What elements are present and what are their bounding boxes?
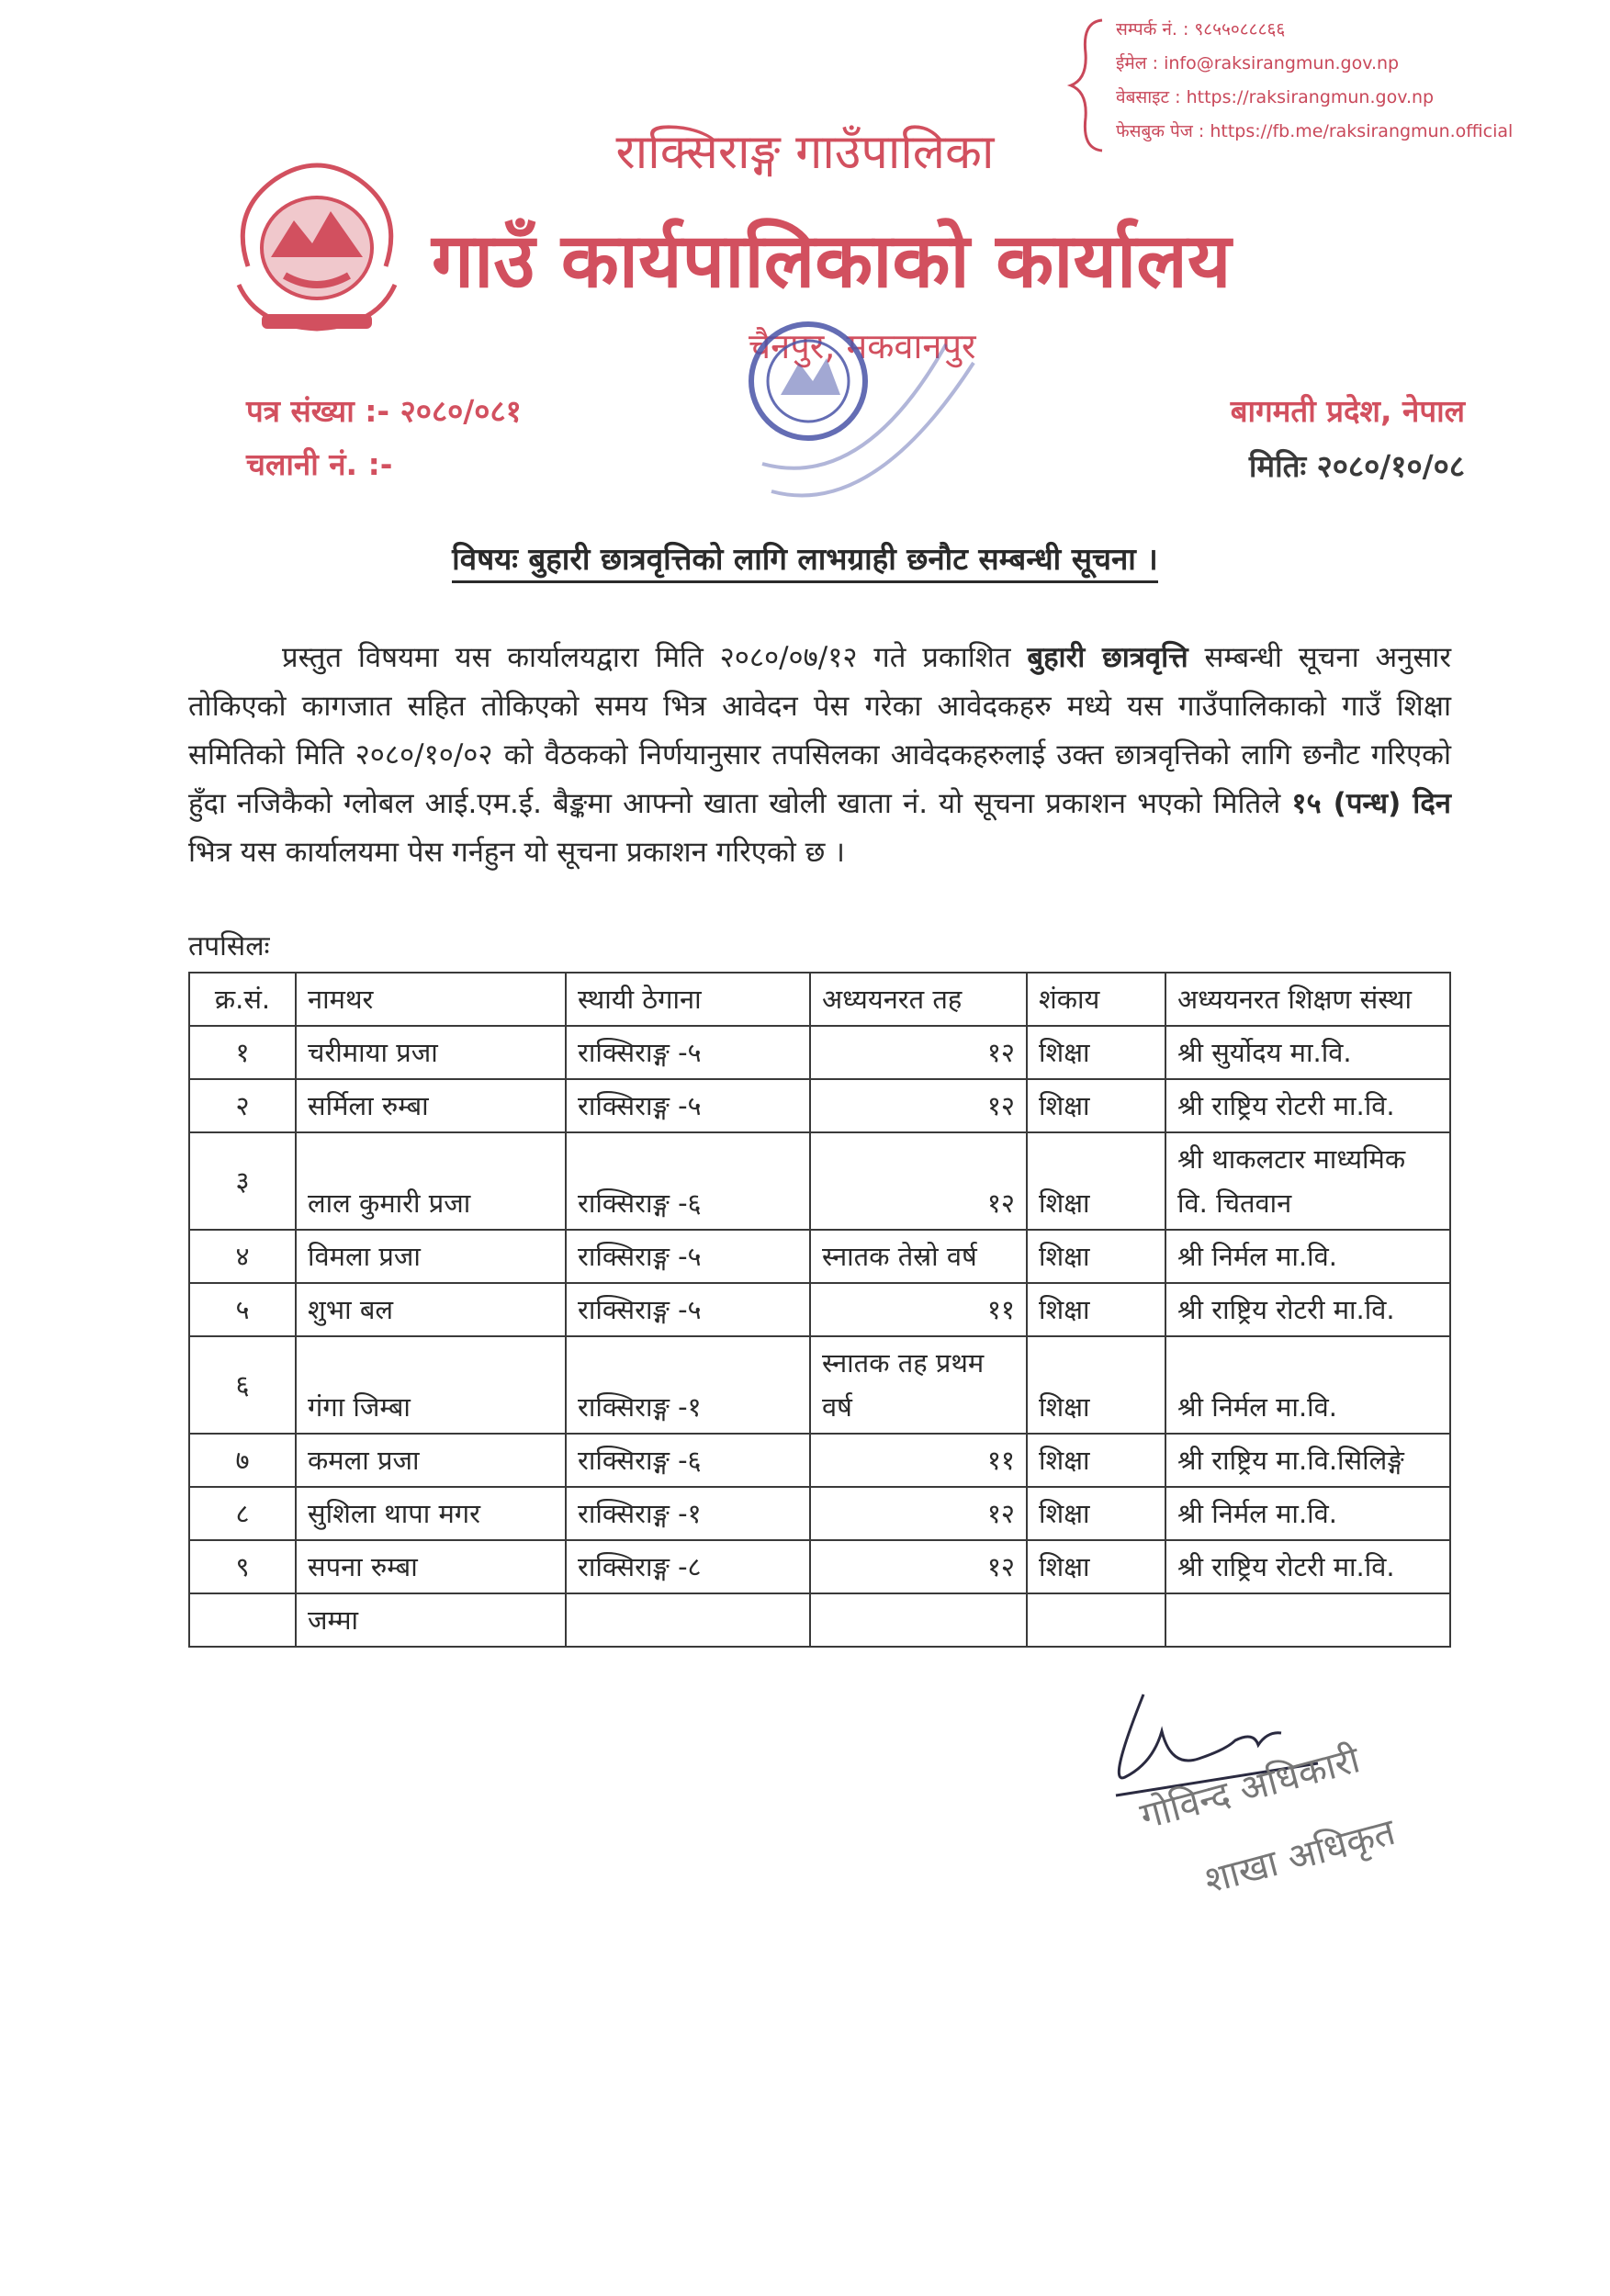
- col-header-sn: क्र.सं.: [189, 973, 296, 1026]
- col-header-faculty: शंकाय: [1027, 973, 1165, 1026]
- total-empty-cell: [189, 1593, 296, 1647]
- cell-level: स्नातक तेस्रो वर्ष: [810, 1230, 1027, 1283]
- email-value[interactable]: info@raksirangmun.gov.np: [1164, 53, 1400, 73]
- cell-level: स्नातक तह प्रथम वर्ष: [810, 1336, 1027, 1434]
- letter-date: मितिः २०८०/१०/०८: [1248, 448, 1465, 484]
- cell-school: श्री राष्ट्रिय रोटरी मा.वि.: [1165, 1283, 1450, 1336]
- subject-text: विषयः बुहारी छात्रवृत्तिको लागि लाभग्राही छनौट सम्बन्धी सूचना ।: [452, 541, 1158, 583]
- body-text-2: सम्बन्धी सूचना अनुसार तोकिएको कागजात सहित तोकिएको समय भित्र आवेदन पेस गरेका आवेदकहरु मध्ये यस गाउँपालिकाको गाउँ शिक्षा समितिको मिति २०८०/१०/०२ को वैठकको निर्णयानुसार तपसिलका आवेदकहरुलाई उक्त छात्रवृत्तिको लागि छनौट गरिएको हुँदा नजिकैको ग्लोबल आई.एम.ई. बैङ्कमा आफ्नो खाता खोली खाता नं. यो सूचना प्रकाशन भएको मितिले: [188, 641, 1452, 820]
- cell-faculty: शिक्षा: [1027, 1540, 1165, 1593]
- table-row: [189, 1079, 1450, 1132]
- cell-name: सर्मिला रुम्बा: [296, 1079, 566, 1132]
- beneficiary-table: [188, 972, 1451, 1648]
- cell-faculty: शिक्षा: [1027, 1079, 1165, 1132]
- facebook-link[interactable]: https://fb.me/raksirangmun.official: [1210, 121, 1514, 141]
- col-header-address: स्थायी ठेगाना: [566, 973, 810, 1026]
- signatory-name: गोविन्द अधिकारी: [1135, 1739, 1365, 1839]
- col-header-level: अध्ययनरत तह: [810, 973, 1027, 1026]
- table-row: [189, 1026, 1450, 1079]
- total-empty-cell: [810, 1593, 1027, 1647]
- cell-name: विमला प्रजा: [296, 1230, 566, 1283]
- cell-address: राक्सिराङ्ग -६: [566, 1434, 810, 1487]
- total-empty-cell: [1165, 1593, 1450, 1647]
- cell-sn: ९: [189, 1540, 296, 1593]
- office-address: चैनपुर, मकवानपुर: [749, 326, 976, 366]
- website-label: वेबसाइट :: [1116, 87, 1181, 107]
- cell-faculty: शिक्षा: [1027, 1026, 1165, 1079]
- cell-school: श्री राष्ट्रिय रोटरी मा.वि.: [1165, 1079, 1450, 1132]
- body-text-3: भित्र यस कार्यालयमा पेस गर्नहुन यो सूचना प्रकाशन गरिएको छ ।: [188, 836, 845, 869]
- cell-faculty: शिक्षा: [1027, 1434, 1165, 1487]
- table-body: [189, 1026, 1450, 1647]
- phone-value: ९८५५०८८८६६: [1194, 19, 1286, 39]
- subject-line: [0, 537, 1610, 579]
- cell-address: राक्सिराङ्ग -५: [566, 1079, 810, 1132]
- cell-name: गंगा जिम्बा: [296, 1336, 566, 1434]
- cell-address: राक्सिराङ्ग -१: [566, 1336, 810, 1434]
- cell-sn: ४: [189, 1230, 296, 1283]
- cell-sn: ३: [189, 1132, 296, 1230]
- email-label: ईमेल :: [1116, 53, 1159, 73]
- cell-level: १२: [810, 1540, 1027, 1593]
- dispatch-number: चलानी नं. :-: [246, 446, 393, 482]
- facebook-label: फेसबुक पेज :: [1116, 121, 1205, 141]
- total-empty-cell: [566, 1593, 810, 1647]
- cell-address: राक्सिराङ्ग -१: [566, 1487, 810, 1540]
- cell-name: लाल कुमारी प्रजा: [296, 1132, 566, 1230]
- total-label: जम्मा: [296, 1593, 566, 1647]
- cell-name: सपना रुम्बा: [296, 1540, 566, 1593]
- cell-school: श्री निर्मल मा.वि.: [1165, 1487, 1450, 1540]
- body-bold-2: १५ (पन्ध) दिन: [1291, 787, 1451, 820]
- cell-sn: १: [189, 1026, 296, 1079]
- table-row: [189, 1434, 1450, 1487]
- table-row: [189, 1132, 1450, 1230]
- col-header-name: नामथर: [296, 973, 566, 1026]
- cell-address: राक्सिराङ्ग -८: [566, 1540, 810, 1593]
- cell-school: श्री थाकलटार माध्यमिक वि. चितवान: [1165, 1132, 1450, 1230]
- cell-level: १२: [810, 1026, 1027, 1079]
- cell-sn: ६: [189, 1336, 296, 1434]
- cell-level: ११: [810, 1283, 1027, 1336]
- table-header-row: [189, 973, 1450, 1026]
- cell-name: शुभा बल: [296, 1283, 566, 1336]
- cell-name: सुशिला थापा मगर: [296, 1487, 566, 1540]
- letter-number: पत्र संख्या :- २०८०/०८१: [246, 393, 522, 429]
- col-header-school: अध्ययनरत शिक्षण संस्था: [1165, 973, 1450, 1026]
- cell-faculty: शिक्षा: [1027, 1230, 1165, 1283]
- table-row: [189, 1487, 1450, 1540]
- table-row: [189, 1230, 1450, 1283]
- office-stamp: [735, 308, 1010, 519]
- cell-faculty: शिक्षा: [1027, 1487, 1165, 1540]
- table-row: [189, 1283, 1450, 1336]
- cell-level: १२: [810, 1132, 1027, 1230]
- body-text-1: प्रस्तुत विषयमा यस कार्यालयद्वारा मिति २०८०/०७/१२ गते प्रकाशित: [282, 641, 1028, 674]
- cell-school: श्री राष्ट्रिय मा.वि.सिलिङ्गे: [1165, 1434, 1450, 1487]
- cell-address: राक्सिराङ्ग -५: [566, 1230, 810, 1283]
- cell-address: राक्सिराङ्ग -६: [566, 1132, 810, 1230]
- phone-label: सम्पर्क नं. :: [1116, 19, 1189, 39]
- total-empty-cell: [1027, 1593, 1165, 1647]
- website-link[interactable]: https://raksirangmun.gov.np: [1186, 87, 1435, 107]
- cell-level: १२: [810, 1487, 1027, 1540]
- table-row: [189, 1336, 1450, 1434]
- office-title: गाउँ कार्यपालिकाको कार्यालय: [432, 218, 1232, 305]
- nepal-emblem-icon: [220, 156, 413, 340]
- notice-body: [188, 634, 1451, 877]
- cell-faculty: शिक्षा: [1027, 1132, 1165, 1230]
- cell-faculty: शिक्षा: [1027, 1283, 1165, 1336]
- cell-sn: ८: [189, 1487, 296, 1540]
- cell-address: राक्सिराङ्ग -५: [566, 1026, 810, 1079]
- cell-address: राक्सिराङ्ग -५: [566, 1283, 810, 1336]
- cell-faculty: शिक्षा: [1027, 1336, 1165, 1434]
- signatory-title: शाखा अधिकृत: [1199, 1810, 1400, 1903]
- cell-school: श्री राष्ट्रिय रोटरी मा.वि.: [1165, 1540, 1450, 1593]
- cell-sn: २: [189, 1079, 296, 1132]
- cell-school: श्री सुर्योदय मा.वि.: [1165, 1026, 1450, 1079]
- cell-sn: ५: [189, 1283, 296, 1336]
- cell-level: १२: [810, 1079, 1027, 1132]
- table-row: [189, 1540, 1450, 1593]
- cell-school: श्री निर्मल मा.वि.: [1165, 1230, 1450, 1283]
- cell-name: कमला प्रजा: [296, 1434, 566, 1487]
- municipality-name: राक्सिराङ्ग गाउँपालिका: [615, 125, 995, 180]
- cell-name: चरीमाया प्रजा: [296, 1026, 566, 1079]
- cell-level: ११: [810, 1434, 1027, 1487]
- body-bold-1: बुहारी छात्रवृत्ति: [1027, 641, 1188, 674]
- cell-sn: ७: [189, 1434, 296, 1487]
- details-label: तपसिलः: [188, 930, 270, 962]
- province-label: बागमती प्रदेश, नेपाल: [1230, 393, 1465, 429]
- cell-school: श्री निर्मल मा.वि.: [1165, 1336, 1450, 1434]
- total-row: [189, 1593, 1450, 1647]
